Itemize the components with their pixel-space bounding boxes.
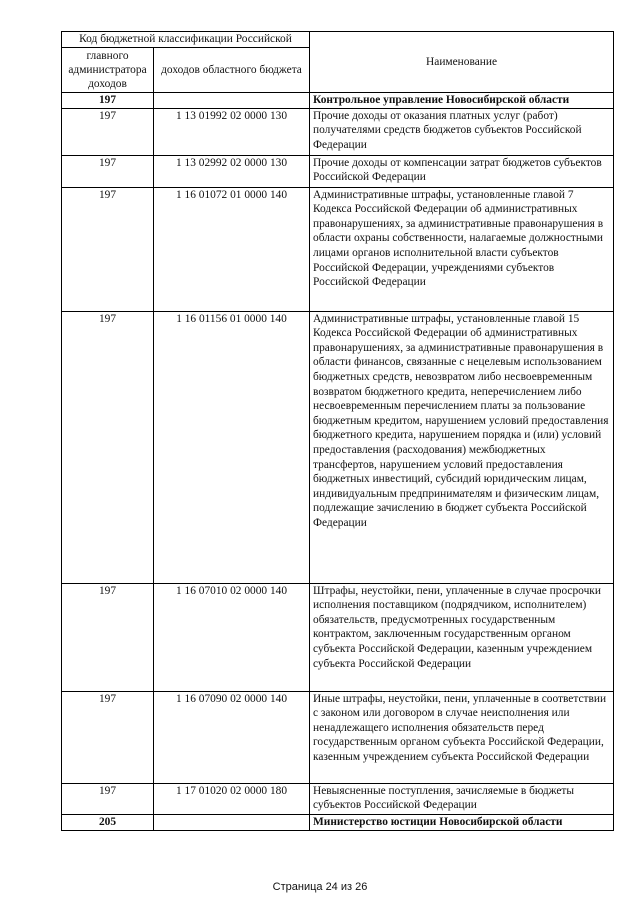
header-admin-cell: главного администратора доходов — [62, 47, 154, 92]
table-body — [62, 92, 614, 830]
table-row — [62, 108, 614, 155]
table-row — [62, 187, 614, 311]
income-code-cell: 1 13 01992 02 0000 130 — [154, 108, 310, 155]
name-cell: Прочие доходы от компенсации затрат бюджетов субъектов Российской Федерации — [310, 155, 614, 187]
income-code-cell: 1 16 01072 01 0000 140 — [154, 187, 310, 311]
header-income-cell: доходов областного бюджета — [154, 47, 310, 92]
name-cell: Министерство юстиции Новосибирской области — [310, 814, 614, 830]
table-row — [62, 311, 614, 583]
table-row — [62, 814, 614, 830]
admin-code-cell: 197 — [62, 187, 154, 311]
name-cell: Иные штрафы, неустойки, пени, уплаченные в соответствии с законом или договором в случае неисполнения или ненадлежащего исполнения обязательств перед государственным органом субъекта Российской Федерации, казенным учреждением субъекта Российской Федерации — [310, 691, 614, 783]
income-code-cell: 1 13 02992 02 0000 130 — [154, 155, 310, 187]
income-code-cell — [154, 814, 310, 830]
page-number: Страница 24 из 26 — [272, 881, 368, 893]
name-cell: Контрольное управление Новосибирской области — [310, 92, 614, 108]
name-cell: Административные штрафы, установленные главой 7 Кодекса Российской Федерации об административных правонарушениях, за административные правонарушения в области охраны собственности, налагаемые должностными лицами органов исполнительной власти субъектов Российской Федерации, учреждениями субъектов Российской Федерации — [310, 187, 614, 311]
admin-code-cell: 197 — [62, 92, 154, 108]
income-code-cell — [154, 92, 310, 108]
income-code-cell: 1 16 07010 02 0000 140 — [154, 583, 310, 691]
admin-code-cell: 197 — [62, 108, 154, 155]
table-row — [62, 92, 614, 108]
income-code-cell: 1 16 01156 01 0000 140 — [154, 311, 310, 583]
admin-code-cell: 197 — [62, 155, 154, 187]
budget-classification-table — [61, 31, 614, 831]
name-cell: Невыясненные поступления, зачисляемые в бюджеты субъектов Российской Федерации — [310, 783, 614, 814]
table-row — [62, 783, 614, 814]
name-cell: Прочие доходы от оказания платных услуг (работ) получателями средств бюджетов субъектов Российской Федерации — [310, 108, 614, 155]
table-header — [62, 32, 614, 93]
name-cell: Административные штрафы, установленные главой 15 Кодекса Российской Федерации об административных правонарушениях, за административные правонарушения в области финансов, связанные с нецелевым использованием бюджетных средств, невозвратом либо несвоевременным возвратом бюджетного кредита, неперечислением либо несвоевременным перечислением платы за пользование бюджетным кредитом, нарушением условий предоставления бюджетного кредита, нарушением порядка и (или) условий предоставления (расходования) межбюджетных трансфертов, нарушением условий предоставления бюджетных инвестиций, субсидий юридическим лицам, индивидуальным предпринимателям и физическим лицам, подлежащие зачислению в бюджет субъекта Российской Федерации — [310, 311, 614, 583]
income-code-cell: 1 16 07090 02 0000 140 — [154, 691, 310, 783]
name-cell: Штрафы, неустойки, пени, уплаченные в случае просрочки исполнения поставщиком (подрядчиком, исполнителем) обязательств, предусмотренных государственным контрактом, заключенным государственным органом субъекта Российской Федерации, казенным учреждением субъекта Российской Федерации — [310, 583, 614, 691]
income-code-cell: 1 17 01020 02 0000 180 — [154, 783, 310, 814]
header-name-cell: Наименование — [310, 32, 614, 93]
admin-code-cell: 197 — [62, 583, 154, 691]
admin-code-cell: 205 — [62, 814, 154, 830]
admin-code-cell: 197 — [62, 311, 154, 583]
table-row — [62, 583, 614, 691]
admin-code-cell: 197 — [62, 691, 154, 783]
table-row — [62, 155, 614, 187]
admin-code-cell: 197 — [62, 783, 154, 814]
header-group-cell: Код бюджетной классификации Российской — [62, 32, 310, 48]
table-row — [62, 691, 614, 783]
